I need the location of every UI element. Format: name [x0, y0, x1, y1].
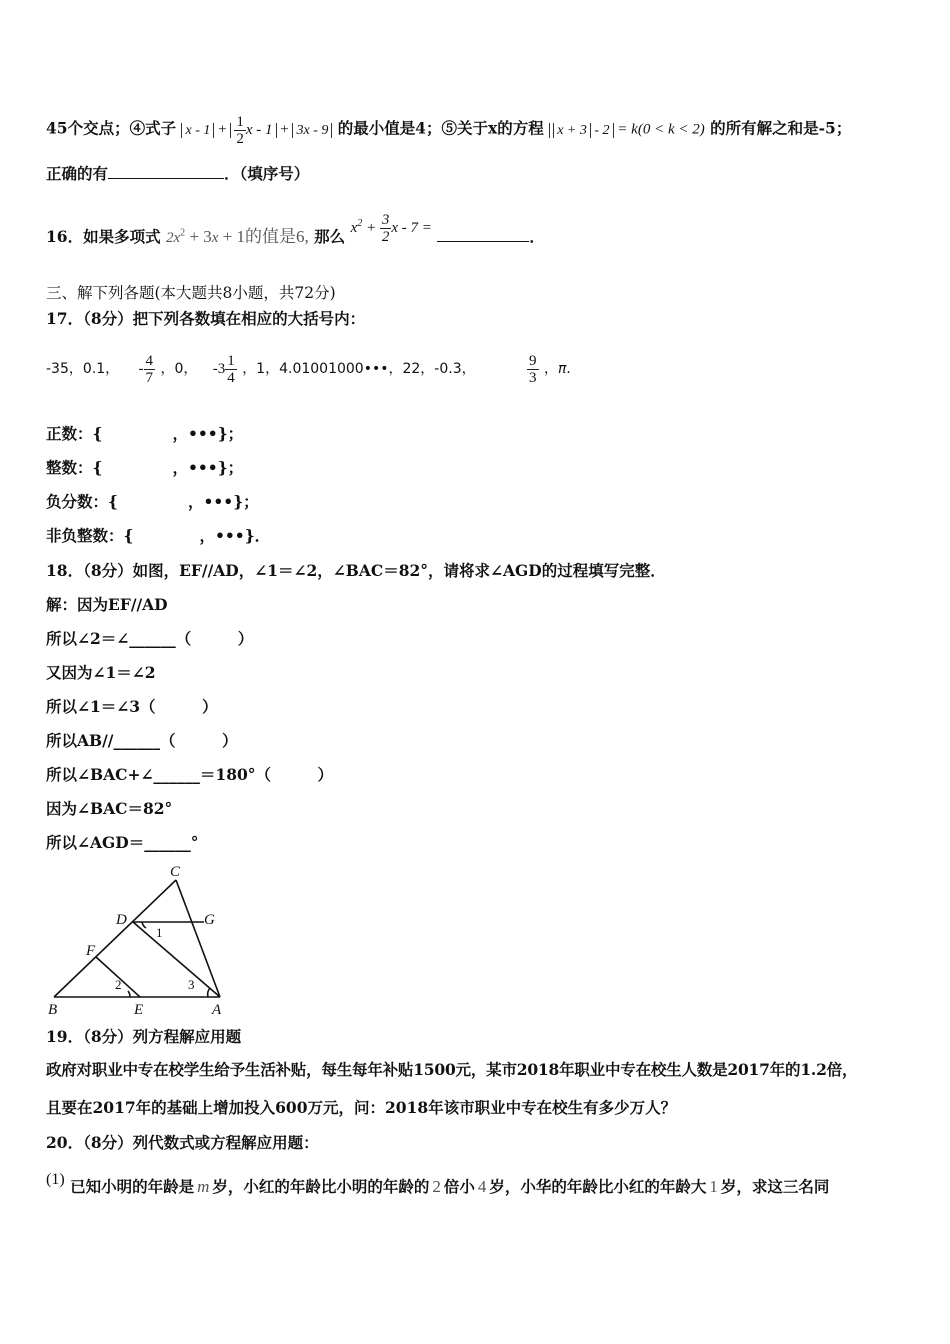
label-C: C	[170, 864, 181, 880]
q15-expr-abs3: 3x - 9	[292, 123, 332, 138]
arc-angle-1	[142, 922, 146, 928]
q17-set-positive	[46, 424, 243, 444]
q18-step-4[interactable]: 所以∠1＝∠3（ ）	[46, 697, 218, 716]
section3-title: 三、解下列各题(本大题共8小题，共72分)	[46, 284, 336, 302]
label-F: F	[86, 943, 96, 959]
q19-line1: 政府对职业中专在校学生给予生活补贴，每生每年补贴1500元，某市2018年职业中专在校生人数是2017年的1.2倍，	[46, 1060, 858, 1079]
q15-correct-label: 正确的有	[46, 164, 109, 183]
q15-text-b: 的最小值是4；⑤关于x的方程	[337, 118, 544, 138]
set-negfrac-label: 负分数：{	[46, 492, 118, 511]
q15-fill-hint: ．（填序号）	[224, 164, 310, 183]
set-positive-end: ，•••}；	[172, 424, 244, 443]
q15-line2	[46, 164, 309, 184]
q15-text-a: 45个交点；④式子	[46, 118, 177, 138]
q17-frac-neg-3-1-4: $\frac{1}{4}$	[227, 352, 235, 386]
q18-step-6[interactable]: 所以∠BAC+∠______＝180°（ ）	[46, 765, 334, 784]
q20-num-4: 4	[477, 1177, 487, 1196]
q16-prefix: 16．如果多项式	[46, 226, 161, 246]
q18-step-8[interactable]: 所以∠AGD＝______°	[46, 833, 199, 852]
q16-end: ．	[529, 226, 545, 246]
q20-num-2: 2	[432, 1177, 441, 1196]
q17-numbers: -35，0.1， - $\frac{4}{7}$ ，0， -3 $\frac{1}{4}$ ，1，4.01001000•••，22，-0.3， $\frac{9}{3}$ ，π．	[46, 352, 581, 386]
q16-expr: $2x^2 + 3x + 1$的值是6,	[165, 226, 309, 246]
label-B: B	[48, 1002, 58, 1018]
set-nonneg-end: ，•••}．	[199, 526, 271, 545]
q20-var-m: m	[197, 1177, 210, 1196]
q15-expr-eq: x + 3 - 2	[549, 123, 613, 138]
label-E: E	[134, 1002, 144, 1018]
set-integer-end: ，•••}；	[172, 458, 244, 477]
label-angle-3: 3	[188, 977, 195, 992]
line-CA	[176, 880, 220, 997]
q16-line	[46, 212, 545, 255]
q20-text-c: 倍小	[443, 1177, 475, 1196]
label-G: G	[204, 912, 215, 928]
q15-answer-blank[interactable]	[108, 164, 224, 179]
q17-set-negative-fraction	[46, 492, 259, 512]
q19-title: 19．（8分）列方程解应用题	[46, 1027, 242, 1046]
q17-title: 17．（8分）把下列各数填在相应的大括号内：	[46, 309, 366, 328]
label-D: D	[116, 912, 127, 928]
q15-expr-abs2: $\frac{1}{2}$ x - 1	[230, 123, 276, 138]
q18-step-1: 解：因为EF//AD	[46, 595, 168, 614]
q18-triangle-figure	[40, 860, 240, 1018]
q15-text-c: 的所有解之和是-5；	[710, 118, 852, 138]
q20-text-e: 岁，求这三名同	[720, 1177, 830, 1196]
arc-angle-2	[128, 991, 130, 997]
set-negfrac-end: ，•••}；	[187, 492, 259, 511]
q17-frac-neg-4-7: $\frac{4}{7}$	[145, 352, 154, 386]
set-nonneg-label: 非负整数：{	[46, 526, 134, 545]
q17-frac-9-3: $\frac{9}{3}$	[529, 352, 537, 386]
label-angle-2: 2	[115, 977, 122, 992]
q18-step-3: 又因为∠1＝∠2	[46, 663, 156, 682]
set-integer-label: 整数：{	[46, 458, 103, 477]
q20-text-b: 岁，小红的年龄比小明的年龄的	[212, 1177, 430, 1196]
label-angle-1: 1	[156, 925, 163, 940]
q17-set-integer	[46, 458, 243, 478]
q16-answer-blank[interactable]	[437, 227, 529, 242]
line-DA	[133, 922, 220, 997]
q18-step-2[interactable]: 所以∠2＝∠______（ ）	[46, 629, 254, 648]
label-A: A	[212, 1002, 222, 1018]
q20-text-a: 已知小明的年龄是	[70, 1177, 195, 1196]
arc-angle-3	[208, 988, 210, 997]
q20-title: 20．（8分）列代数式或方程解应用题：	[46, 1133, 319, 1152]
q20-item-1	[46, 1172, 829, 1202]
set-positive-label: 正数：{	[46, 424, 103, 443]
q20-num-1: 1	[709, 1177, 718, 1196]
q15-expr-abs1: x - 1	[181, 123, 214, 138]
q15-line1: 45个交点；④式子 x - 1 + $\frac{1}{2}$ x - 1 + 3x - 9 的最小值是4；⑤关于x的方程 x + 3 - 2 = k(0 < k < 2) 的所有解之和是-5；	[46, 114, 852, 147]
q19-line2: 且要在2017年的基础上增加投入600万元，问：2018年该市职业中专在校生有多少万人？	[46, 1098, 677, 1117]
q18-step-7: 因为∠BAC＝82°	[46, 799, 173, 818]
q20-item-number: (1)	[46, 1171, 65, 1188]
q16-mid: 那么	[314, 226, 346, 246]
q17-set-nonnegative-integer	[46, 526, 270, 546]
q18-title: 18．（8分）如图，EF//AD，∠1＝∠2，∠BAC＝82°，请将求∠AGD的过程填写完整．	[46, 561, 666, 580]
q18-step-5[interactable]: 所以AB//______（ ）	[46, 731, 238, 750]
q20-text-d: 岁，小华的年龄比小红的年龄大	[489, 1177, 707, 1196]
q16-expr2: $x^2$ + $\frac{3}{2}$ x - 7 =	[350, 212, 432, 245]
